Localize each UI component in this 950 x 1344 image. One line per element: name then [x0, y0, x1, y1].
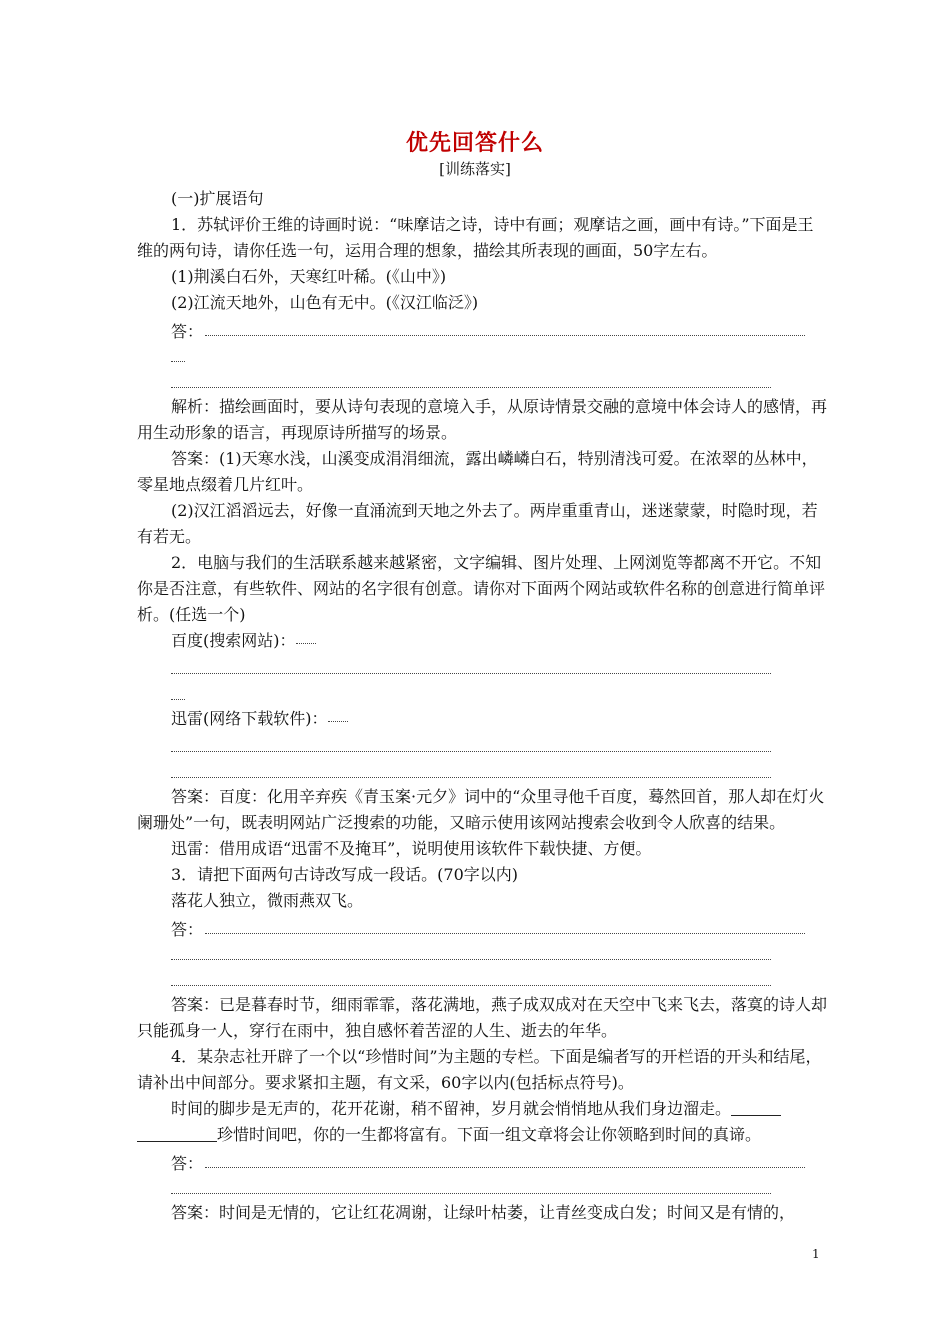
q1-answer-line[interactable]	[137, 316, 827, 342]
q3-answer-line-3[interactable]	[137, 966, 827, 992]
q2-stem: 2．电脑与我们的生活联系越来越紧密，文字编辑、图片处理、上网浏览等都离不开它。不知你是否注意，有些软件、网站的名字很有创意。请你对下面两个网站或软件名称的创意进行简单评析。(任选一个)	[137, 553, 826, 624]
page-title: 优先回答什么	[405, 131, 544, 156]
baidu-label: 百度(搜索网站)：	[171, 631, 296, 650]
q1-stem: 1．苏轼评价王维的诗画时说：“味摩诘之诗，诗中有画；观摩诘之画，画中有诗。”下面是王维的两句诗，请你任选一句，运用合理的想象，描绘其所表现的画面，50字左右。	[137, 215, 814, 260]
q1-option-2: (2)江流天地外，山色有无中。(《汉江临泛》)	[171, 293, 479, 312]
q4-answer-line[interactable]	[137, 1148, 827, 1174]
page-subtitle: [训练落实]	[439, 160, 511, 178]
q3-answer-line-2[interactable]	[137, 940, 827, 966]
baidu-blank[interactable]	[296, 643, 316, 644]
q4-text	[137, 1096, 827, 1148]
q2-answer-1: 答案：百度：化用辛弃疾《青玉案·元夕》词中的“众里寻他千百度，蓦然回首，那人却在灯火阑珊处”一句，既表明网站广泛搜索的功能，又暗示使用该网站搜索会收到令人欣喜的结果。	[137, 787, 825, 832]
q1-analysis: 解析：描绘画面时，要从诗句表现的意境入手，从原诗情景交融的意境中体会诗人的感情，再用生动形象的语言，再现原诗所描写的场景。	[137, 397, 828, 442]
q4-stem: 4．某杂志社开辟了一个以“珍惜时间”为主题的专栏。下面是编者写的开栏语的开头和结尾，请补出中间部分。要求紧扣主题，有文采，60字以内(包括标点符号)。	[137, 1047, 822, 1092]
q1-answer-line-3[interactable]	[137, 368, 827, 394]
answer-label: 答：	[171, 920, 204, 939]
q2-baidu-line-3[interactable]	[137, 680, 827, 706]
q1-option-1: (1)荆溪白石外，天寒红叶稀。(《山中》)	[171, 267, 447, 286]
answer-label: 答：	[171, 322, 204, 341]
q4-blank-2[interactable]	[137, 1141, 217, 1142]
q4-text-b: 珍惜时间吧，你的一生都将富有。下面一组文章将会让你领略到时间的真谛。	[217, 1125, 762, 1144]
q2-xunlei-line-3[interactable]	[137, 758, 827, 784]
q2-baidu-line-2[interactable]	[137, 654, 827, 680]
q1-answer-line-2[interactable]	[137, 342, 827, 368]
q4-blank-1[interactable]	[731, 1115, 781, 1116]
answer-blank[interactable]	[205, 335, 805, 336]
q1-answer-1: 答案：(1)天寒水浅，山溪变成涓涓细流，露出嶙嶙白石，特别清浅可爱。在浓翠的丛林中，零星地点缀着几片红叶。	[137, 449, 818, 494]
xunlei-label: 迅雷(网络下载软件)：	[171, 709, 328, 728]
q4-answer: 答案：时间是无情的，它让红花凋谢，让绿叶枯萎，让青丝变成白发；时间又是有情的，	[171, 1203, 796, 1222]
section-heading: (一)扩展语句	[171, 189, 264, 208]
xunlei-blank[interactable]	[328, 721, 348, 722]
q2-answer-2: 迅雷：借用成语“迅雷不及掩耳”，说明使用该软件下载快捷、方便。	[171, 839, 652, 858]
q4-text-a: 时间的脚步是无声的，花开花谢，稍不留神，岁月就会悄悄地从我们身边溜走。	[171, 1099, 732, 1118]
q3-poem: 落花人独立，微雨燕双飞。	[171, 891, 364, 910]
q2-baidu-line	[137, 628, 827, 654]
q2-xunlei-line-2[interactable]	[137, 732, 827, 758]
answer-blank[interactable]	[205, 1167, 805, 1168]
document-body	[137, 186, 827, 1226]
q1-answer-2: (2)汉江滔滔远去，好像一直涌流到天地之外去了。两岸重重青山，迷迷蒙蒙，时隐时现，若有若无。	[137, 501, 818, 546]
q3-answer-line[interactable]	[137, 914, 827, 940]
page-number: 1	[812, 1247, 820, 1261]
answer-blank[interactable]	[205, 933, 805, 934]
answer-label: 答：	[171, 1154, 204, 1173]
q3-stem: 3．请把下面两句古诗改写成一段话。(70字以内)	[171, 865, 519, 884]
q2-xunlei-line	[137, 706, 827, 732]
q3-answer: 答案：已是暮春时节，细雨霏霏，落花满地，燕子成双成对在天空中飞来飞去，落寞的诗人却只能孤身一人，穿行在雨中，独自感怀着苦涩的人生、逝去的年华。	[137, 995, 828, 1040]
q4-answer-line-2[interactable]	[137, 1174, 827, 1200]
